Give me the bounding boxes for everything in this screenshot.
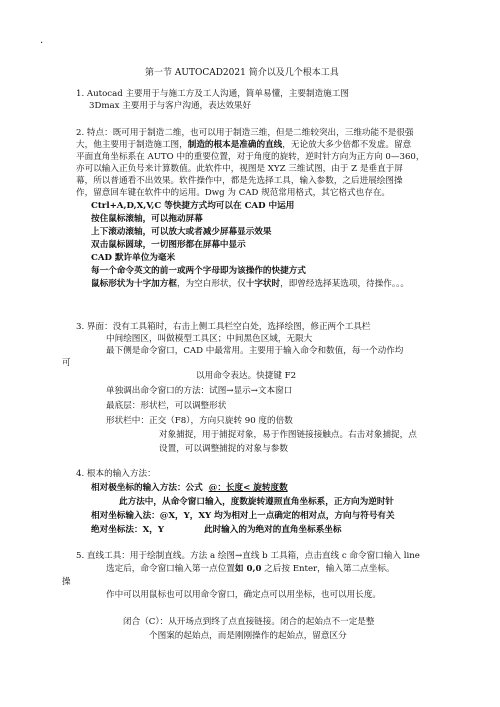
s3-line-7: 最底层：形状栏，可以调整形状: [106, 401, 227, 411]
s5-line-3: 操: [62, 577, 71, 587]
s2-key-5: CAD 默许单位为毫米: [91, 253, 176, 263]
page-title: 第一节 AUTOCAD2021 简介以及几个根本工具: [145, 68, 339, 78]
s4-line-5: 绝对坐标法：X，Y 此时输入的为绝对的直角坐标系坐标: [91, 525, 342, 535]
s3-line-10: 设置，可以调整捕捉的对象与参数: [159, 444, 288, 454]
s5-line-2: 选定后，命令窗口输入第一点位置如 0,0 之后按 Enter，输入第二点坐标。: [106, 564, 395, 574]
s2-key-4: 双击鼠标圆球，一切图形都在屏幕中显示: [91, 240, 246, 250]
s2-key-6: 每一个命令英文的前一或两个字母即为该操作的快捷方式: [91, 266, 306, 276]
s2-line-6: 作，留意回车键在软件中的运用。Dwg 为 CAD 规范常用格式，其它格式也存在。: [76, 188, 391, 198]
s3-line-4: 可: [62, 358, 71, 368]
s3-line-9: 对象捕捉，用于捕捉对象，易于作图链接接触点。右击对象捕捉，点: [159, 430, 417, 440]
s2-line-1: 2. 特点：既可用于制造二维，也可以用于制造三维，但是二维较突出，三维功能不是很强: [76, 128, 414, 138]
s1-line-1: 1. Autocad 主要用于与施工方及工人沟通，简单易懂，主要制造施工图: [76, 89, 349, 99]
s5-line-5: 闭合（C）：从开场点到终了点直接链接。闭合的起始点不一定是整: [123, 617, 375, 627]
s2-key-2: 按住鼠标滚轴，可以拖动屏幕: [91, 214, 203, 224]
s4-line-4: 相对坐标输入法：@X，Y，XY 均为相对上一点确定的相对点，方向与符号有关: [91, 511, 395, 521]
s2-key-3: 上下滚动滚轴，可以放大或者减少屏幕显示效果: [91, 227, 272, 237]
s5-line-4: 作中可以用鼠标也可以用命令窗口，确定点可以用坐标，也可以用长度。: [106, 590, 382, 600]
s2-key-7: 鼠标形状为十字加方框，为空白形状，仅十字状时，即曾经选择某选项，待操作。。。: [91, 279, 410, 289]
s4-line-2: 相对极坐标的输入方法：公式 @：长度< 旋转度数: [91, 483, 288, 493]
top-mark: ·: [40, 38, 44, 49]
s3-line-2: 中间绘图区，叫做模型工具区；中间黑色区域，无限大: [106, 334, 313, 344]
s2-key-1: Ctrl+A,D,X,V,C 等快捷方式均可以在 CAD 中运用: [91, 201, 295, 211]
s5-line-6: 个图案的起始点，而是刚刚操作的起始点，留意区分: [149, 631, 347, 641]
s3-line-3: 最下侧是命令窗口，CAD 中最常用。主要用于输入命令和数值，每一个动作均: [106, 346, 404, 356]
s4-line-3: 此方法中，从命令窗口输入，度数旋转遵照直角坐标系，正方向为逆时针: [119, 497, 395, 507]
s1-line-2: 3Dmax 主要用于与客户沟通，表达效果好: [89, 101, 252, 111]
s5-line-1: 5. 直线工具：用于绘制直线。方法 a 绘图→直线 b 工具箱，点击直线 c 命令窗口输入 line: [76, 551, 420, 561]
s3-line-8: 形状栏中：正交（F8），方向只旋转 90 度的倍数: [106, 416, 293, 426]
s2-line-3: 平面直角坐标系在 AUTO 中的重要位置，对于角度的旋转，逆时针方向为正方向 0—360，: [76, 152, 425, 162]
s4-line-1: 4. 根本的输入方法：: [76, 469, 156, 479]
s2-line-2: 大，他主要用于制造施工图，制造的根本是准确的直线，无论放大多少倍都不发虚。留意: [76, 140, 412, 150]
s3-line-1: 3. 界面：没有工具箱时，右击上侧工具栏空白处，选择绘图，修正两个工具栏: [76, 322, 371, 332]
s2-line-5: 幕，所以普通看不出效果。软件操作中，都是先选择工具，输入参数，之后进展绘图操: [76, 176, 403, 186]
s3-line-5: 以用命令表达。快捷键 F2: [196, 371, 297, 381]
s2-line-4: 亦可以输入正负号来计算数值。此软件中，视图是 XYZ 三维试图，由于 Z 是垂直于屏: [76, 164, 403, 174]
s3-line-6: 单独调出命令窗口的方法：试图→显示→文本窗口: [106, 386, 293, 396]
